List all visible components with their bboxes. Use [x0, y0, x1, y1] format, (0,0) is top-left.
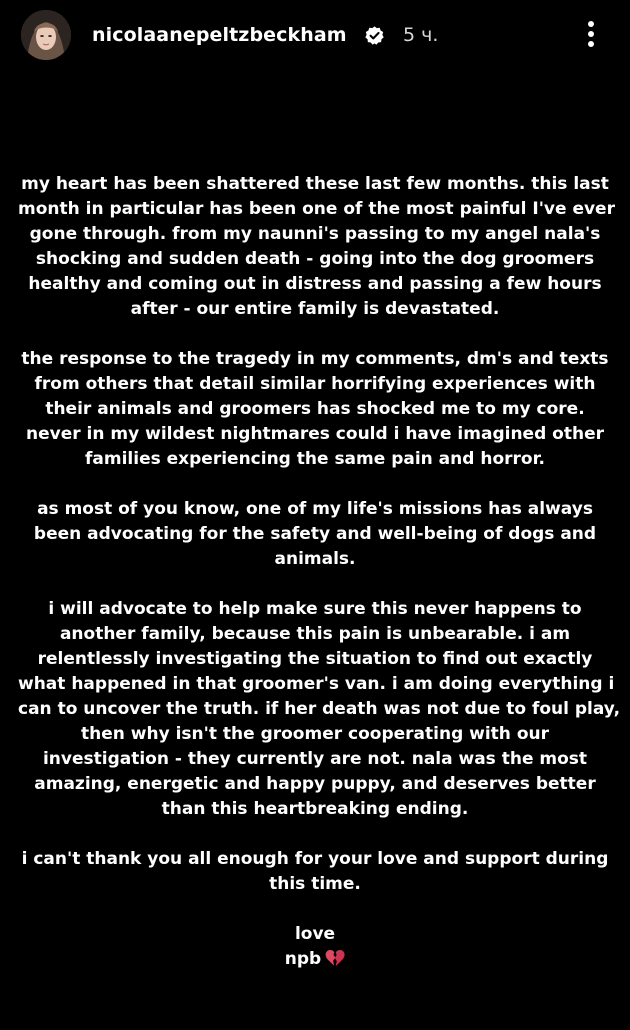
message-line: animals.: [274, 549, 356, 569]
message-line: from others that detail similar horrifying experiences with: [34, 374, 596, 394]
message-line: investigation - they currently are not. nala was the most: [42, 749, 588, 769]
message-line: can to uncover the truth. if her death was not due to foul play,: [18, 699, 621, 719]
message-line: families experiencing the same pain and horror.: [85, 449, 545, 469]
message-signoff: [18, 922, 612, 972]
more-options-button[interactable]: [580, 18, 602, 52]
message-line: the response to the tragedy in my comments, dm's and texts: [21, 349, 609, 369]
message-line: what happened in that groomer's van. i am doing everything i: [18, 674, 615, 694]
message-line: month in particular has been one of the most painful I've ever: [18, 199, 615, 219]
message-paragraph: [18, 172, 615, 322]
broken-heart-icon: [325, 949, 345, 967]
signoff-text: love: [294, 924, 336, 944]
message-line: gone through. from my naunni's passing to my angel nala's: [29, 224, 601, 244]
message-line: been advocating for the safety and well-being of dogs and: [33, 524, 597, 544]
more-vertical-icon: [588, 21, 594, 27]
post-time: 5 ч.: [403, 24, 439, 46]
message-paragraph: [18, 847, 612, 897]
message-line: relentlessly investigating the situation to find out exactly: [37, 649, 593, 669]
message-paragraph: [18, 347, 612, 472]
message-paragraph: [18, 597, 621, 822]
message-line: never in my wildest nightmares could i have imagined other: [26, 424, 604, 444]
message-line: another family, because this pain is unbearable. i am: [59, 624, 571, 644]
message-line: than this heartbreaking ending.: [161, 799, 469, 819]
message-line: my heart has been shattered these last few months. this last: [21, 174, 609, 194]
verified-badge-icon: [364, 25, 385, 46]
message-paragraph: [18, 497, 612, 572]
signature-text: npb: [284, 949, 322, 969]
message-line: after - our entire family is devastated.: [130, 299, 500, 319]
story-header: [0, 0, 630, 72]
username[interactable]: nicolaanepeltzbeckham: [92, 24, 347, 46]
avatar-portrait-icon: [21, 10, 71, 60]
message-line: as most of you know, one of my life's missions has always: [37, 499, 593, 519]
message-line: shocking and sudden death - going into the dog groomers: [35, 249, 595, 269]
message-line: amazing, energetic and happy puppy, and deserves better: [34, 774, 596, 794]
message-line: their animals and groomers has shocked me to my core.: [45, 399, 585, 419]
message-line: healthy and coming out in distress and passing a few hours: [28, 274, 602, 294]
message-line: this time.: [269, 874, 361, 894]
message-line: i will advocate to help make sure this never happens to: [48, 599, 582, 619]
profile-avatar[interactable]: [21, 10, 71, 60]
message-line: then why isn't the groomer cooperating with our: [81, 724, 549, 744]
message-line: i can't thank you all enough for your love and support during: [21, 849, 609, 869]
signature-line: [18, 947, 612, 972]
story-message: [18, 172, 621, 972]
